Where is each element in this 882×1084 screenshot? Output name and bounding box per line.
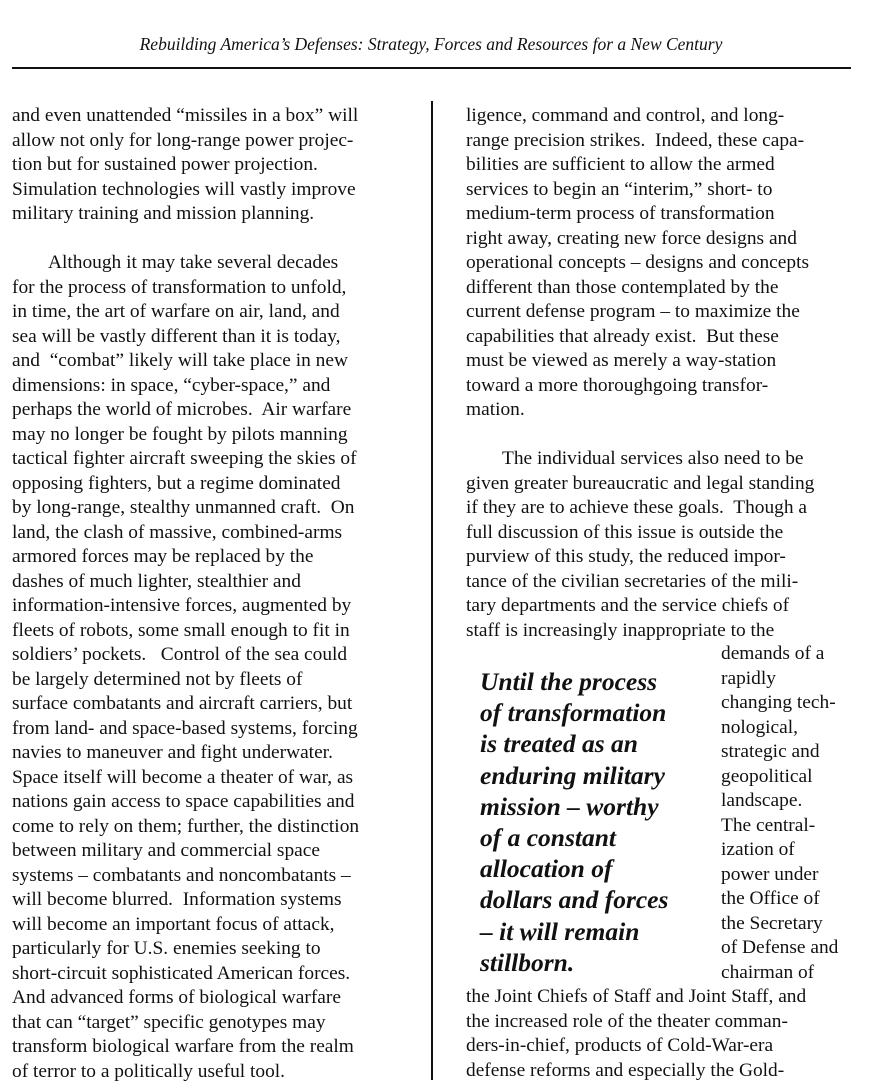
text-line: for the process of transformation to unfold, [12, 276, 359, 301]
text-line: rapidly [721, 667, 838, 692]
pull-quote-line: of a constant [480, 822, 668, 853]
paragraph-start-line: Although it may take several decades [12, 251, 359, 276]
pull-quote-line: is treated as an [480, 728, 668, 759]
text-line: may no longer be fought by pilots manning [12, 423, 359, 448]
text-line: particularly for U.S. enemies seeking to [12, 937, 359, 962]
pull-quote-line: mission – worthy [480, 791, 668, 822]
paragraph-gap [466, 423, 814, 448]
pull-quote [480, 666, 668, 978]
text-line: toward a more thoroughgoing transfor- [466, 374, 814, 399]
text-line: armored forces may be replaced by the [12, 545, 359, 570]
text-line: ligence, command and control, and long- [466, 104, 814, 129]
text-line: geopolitical [721, 765, 838, 790]
text-line: come to rely on them; further, the distinction [12, 815, 359, 840]
text-line: of terror to a politically useful tool. [12, 1060, 359, 1084]
text-line: bilities are sufficient to allow the armed [466, 153, 814, 178]
text-line: the Office of [721, 887, 838, 912]
text-line: land, the clash of massive, combined-arms [12, 521, 359, 546]
text-line: landscape. [721, 789, 838, 814]
text-line: ders-in-chief, products of Cold-War-era [466, 1034, 806, 1059]
text-line: must be viewed as merely a way-station [466, 349, 814, 374]
text-line: fleets of robots, some small enough to fit in [12, 619, 359, 644]
text-line: defense reforms and especially the Gold- [466, 1059, 806, 1084]
paragraph-start-line: The individual services also need to be [466, 447, 814, 472]
text-line: systems – combatants and noncombatants – [12, 864, 359, 889]
text-line: different than those contemplated by the [466, 276, 814, 301]
text-line: if they are to achieve these goals. Though a [466, 496, 814, 521]
text-line: short-circuit sophisticated American forces. [12, 962, 359, 987]
text-line: tance of the civilian secretaries of the mili- [466, 570, 814, 595]
text-line: power under [721, 863, 838, 888]
pull-quote-line: enduring military [480, 760, 668, 791]
header-rule [12, 67, 851, 69]
text-line: and even unattended “missiles in a box” will [12, 104, 359, 129]
text-line: tary departments and the service chiefs of [466, 594, 814, 619]
text-line: will become blurred. Information systems [12, 888, 359, 913]
text-line: between military and commercial space [12, 839, 359, 864]
text-line: allow not only for long-range power projec- [12, 129, 359, 154]
text-line: soldiers’ pockets. Control of the sea could [12, 643, 359, 668]
text-line: opposing fighters, but a regime dominated [12, 472, 359, 497]
text-line: strategic and [721, 740, 838, 765]
text-line: in time, the art of warfare on air, land, and [12, 300, 359, 325]
text-line: Simulation technologies will vastly improve [12, 178, 359, 203]
text-line: services to begin an “interim,” short- to [466, 178, 814, 203]
right-column-continuation [466, 985, 806, 1083]
pull-quote-line: stillborn. [480, 947, 668, 978]
text-line: staff is increasingly inappropriate to the [466, 619, 814, 644]
text-line: chairman of [721, 961, 838, 986]
text-line: nations gain access to space capabilities and [12, 790, 359, 815]
pull-quote-line: Until the process [480, 666, 668, 697]
text-line: changing tech- [721, 691, 838, 716]
text-line: given greater bureaucratic and legal standing [466, 472, 814, 497]
text-line: dimensions: in space, “cyber-space,” and [12, 374, 359, 399]
text-line: navies to maneuver and fight underwater. [12, 741, 359, 766]
text-line: dashes of much lighter, stealthier and [12, 570, 359, 595]
text-line: perhaps the world of microbes. Air warfare [12, 398, 359, 423]
text-line: and “combat” likely will take place in new [12, 349, 359, 374]
paragraph-gap [12, 227, 359, 252]
text-line: military training and mission planning. [12, 202, 359, 227]
text-line: capabilities that already exist. But these [466, 325, 814, 350]
text-line: right away, creating new force designs and [466, 227, 814, 252]
right-column [466, 104, 814, 643]
text-line: purview of this study, the reduced impor- [466, 545, 814, 570]
text-line: nological, [721, 716, 838, 741]
text-line: be largely determined not by fleets of [12, 668, 359, 693]
pull-quote-line: dollars and forces [480, 884, 668, 915]
text-line: demands of a [721, 642, 838, 667]
text-line: the Joint Chiefs of Staff and Joint Staff, and [466, 985, 806, 1010]
text-line: current defense program – to maximize the [466, 300, 814, 325]
column-divider [431, 101, 433, 1080]
text-line: the Secretary [721, 912, 838, 937]
text-line: full discussion of this issue is outside the [466, 521, 814, 546]
text-line: tactical fighter aircraft sweeping the skies of [12, 447, 359, 472]
text-line: of Defense and [721, 936, 838, 961]
text-line: by long-range, stealthy unmanned craft. On [12, 496, 359, 521]
text-line: tion but for sustained power projection. [12, 153, 359, 178]
text-line: And advanced forms of biological warfare [12, 986, 359, 1011]
text-line: ization of [721, 838, 838, 863]
text-line: will become an important focus of attack, [12, 913, 359, 938]
text-line: surface combatants and aircraft carriers, but [12, 692, 359, 717]
text-line: that can “target” specific genotypes may [12, 1011, 359, 1036]
left-column [12, 104, 359, 1084]
text-line: from land- and space-based systems, forcing [12, 717, 359, 742]
pull-quote-line: of transformation [480, 697, 668, 728]
text-line: mation. [466, 398, 814, 423]
text-line: operational concepts – designs and concepts [466, 251, 814, 276]
wrapped-text-column [721, 642, 838, 985]
text-line: The central- [721, 814, 838, 839]
running-header: Rebuilding America’s Defenses: Strategy, Forces and Resources for a New Century [0, 33, 862, 55]
text-line: the increased role of the theater comman- [466, 1010, 806, 1035]
text-line: transform biological warfare from the realm [12, 1035, 359, 1060]
text-line: medium-term process of transformation [466, 202, 814, 227]
pull-quote-line: allocation of [480, 853, 668, 884]
pull-quote-line: – it will remain [480, 916, 668, 947]
text-line: information-intensive forces, augmented by [12, 594, 359, 619]
text-line: sea will be vastly different than it is today, [12, 325, 359, 350]
text-line: Space itself will become a theater of war, as [12, 766, 359, 791]
text-line: range precision strikes. Indeed, these capa- [466, 129, 814, 154]
